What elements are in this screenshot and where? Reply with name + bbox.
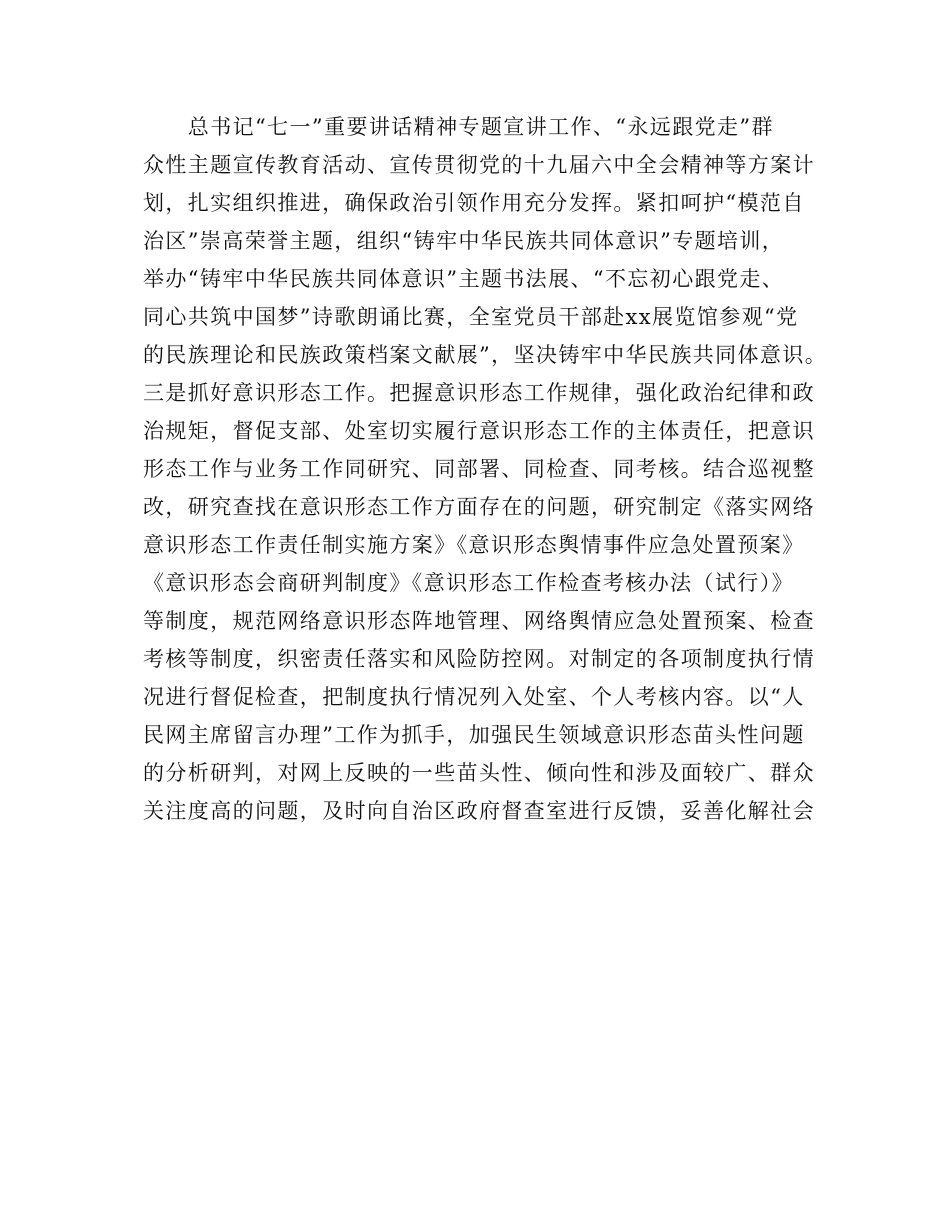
text-line: 的民族理论和民族政策档案文献展”，坚决铸牢中华民族共同体意识。 (143, 343, 828, 367)
text-line: 举办“铸牢中华民族共同体意识”主题书法展、“不忘初心跟党走、 (143, 267, 785, 291)
text-line: 总书记“七一”重要讲话精神专题宣讲工作、“永远跟党走”群 (143, 115, 774, 139)
text-line: 治区”崇高荣誉主题，组织“铸牢中华民族共同体意识”专题培训， (143, 229, 785, 253)
text-line: 划，扎实组织推进，确保政治引领作用充分发挥。紧扣呵护“模范自 (143, 191, 805, 215)
text-line: 意识形态工作责任制实施方案》《意识形态舆情事件应急处置预案》 (143, 533, 805, 557)
text-line: 的分析研判，对网上反映的一些苗头性、倾向性和涉及面较广、群众 (143, 761, 815, 785)
body-paragraph (143, 108, 843, 830)
text-line: 《意识形态会商研判制度》《意识形态工作检查考核办法（试行）》 (143, 571, 794, 595)
text-line: 同心共筑中国梦”诗歌朗诵比赛，全室党员干部赴xx展览馆参观“党 (143, 305, 799, 329)
text-line: 改，研究查找在意识形态工作方面存在的问题，研究制定《落实网络 (143, 495, 815, 519)
text-line: 治规矩，督促支部、处室切实履行意识形态工作的主体责任，把意识 (143, 419, 815, 443)
text-line: 等制度，规范网络意识形态阵地管理、网络舆情应急处置预案、检查 (143, 609, 815, 633)
text-line: 民网主席留言办理”工作为抓手，加强民生领域意识形态苗头性问题 (143, 723, 805, 747)
text-line: 关注度高的问题，及时向自治区政府督查室进行反馈，妥善化解社会 (143, 799, 815, 823)
text-line: 众性主题宣传教育活动、宣传贯彻党的十九届六中全会精神等方案计 (143, 153, 815, 177)
text-line: 三是抓好意识形态工作。把握意识形态工作规律，强化政治纪律和政 (143, 381, 815, 405)
text-line: 形态工作与业务工作同研究、同部署、同检查、同考核。结合巡视整 (143, 457, 815, 481)
text-line: 况进行督促检查，把制度执行情况列入处室、个人考核内容。以“人 (143, 685, 805, 709)
text-line: 考核等制度，织密责任落实和风险防控网。对制定的各项制度执行情 (143, 647, 815, 671)
